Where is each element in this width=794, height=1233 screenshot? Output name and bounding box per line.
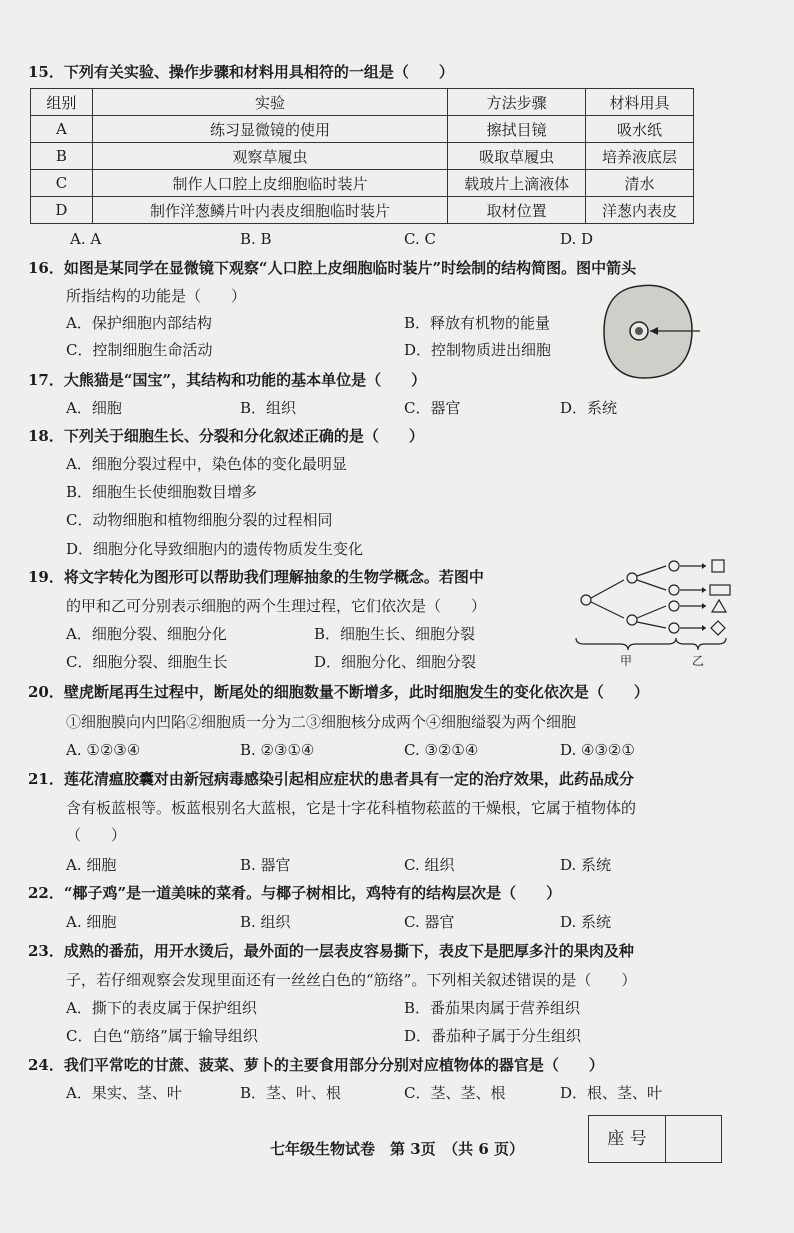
origin-cell-shape — [581, 595, 591, 605]
q16-option-b: B．释放有机物的能量 — [404, 314, 551, 332]
q21-option-b: B. 器官 — [240, 856, 291, 874]
q15-table — [30, 88, 694, 224]
table-cell: C — [31, 170, 93, 197]
q22-option-d: D. 系统 — [560, 913, 612, 931]
q17-option-b: B．组织 — [240, 399, 297, 417]
cell-shape — [627, 573, 637, 583]
q17-option-c: C．器官 — [404, 399, 461, 417]
seat-number-box — [588, 1115, 722, 1163]
table-cell: 取材位置 — [448, 197, 586, 224]
q21-option-a: A. 细胞 — [66, 856, 117, 874]
cell-shape — [627, 615, 637, 625]
cell-process-diagram — [572, 556, 744, 668]
seat-number-label: 座 号 — [589, 1116, 666, 1162]
q18-option-a: A．细胞分裂过程中，染色体的变化最明显 — [66, 455, 347, 473]
q23-stem-line1: 23．成熟的番茄，用开水烫后，最外面的一层表皮容易撕下，表皮下是肥厚多汁的果肉及种 — [28, 942, 634, 960]
q16-option-c: C．控制细胞生命活动 — [66, 341, 213, 359]
q19-option-d: D．细胞分化、细胞分裂 — [314, 653, 477, 671]
table-header: 方法步骤 — [448, 89, 586, 116]
q21-option-d: D. 系统 — [560, 856, 612, 874]
table-cell: D — [31, 197, 93, 224]
q21-stem-line1: 21．莲花清瘟胶囊对由新冠病毒感染引起相应症状的患者具有一定的治疗效果，此药品成分 — [28, 770, 634, 788]
table-cell: 载玻片上滴液体 — [448, 170, 586, 197]
q22-stem: 22．“椰子鸡”是一道美味的菜肴。与椰子树相比，鸡特有的结构层次是（ ） — [28, 884, 562, 902]
figure-label-jia: 甲 — [620, 654, 633, 668]
triangle-cell-icon — [712, 600, 726, 612]
q24-option-a: A．果实、茎、叶 — [66, 1084, 182, 1102]
cell-shape — [669, 585, 679, 595]
q18-option-c: C．动物细胞和植物细胞分裂的过程相同 — [66, 511, 333, 529]
cell-diagram — [600, 282, 704, 382]
nucleolus-shape — [635, 327, 643, 335]
table-cell: 洋葱内表皮 — [586, 197, 694, 224]
q21-stem-line3: （ ） — [66, 826, 127, 844]
brace-jia — [576, 638, 676, 650]
q20-option-b: B. ②③①④ — [240, 741, 315, 759]
table-row — [31, 197, 694, 224]
q18-option-b: B．细胞生长使细胞数目增多 — [66, 483, 258, 501]
q22-option-c: C. 器官 — [404, 913, 455, 931]
q20-steps: ①细胞膜向内凹陷②细胞质一分为二③细胞核分成两个④细胞缢裂为两个细胞 — [66, 713, 577, 731]
cell-shape — [669, 601, 679, 611]
q17-option-a: A．细胞 — [66, 399, 122, 417]
table-cell: A — [31, 116, 93, 143]
table-header: 实验 — [92, 89, 447, 116]
q16-option-d: D．控制物质进出细胞 — [404, 341, 552, 359]
q22-option-b: B. 组织 — [240, 913, 291, 931]
table-cell: 观察草履虫 — [92, 143, 447, 170]
q24-option-c: C．茎、茎、根 — [404, 1084, 506, 1102]
table-row — [31, 143, 694, 170]
q20-option-a: A. ①②③④ — [66, 741, 141, 759]
q18-option-d: D．细胞分化导致细胞内的遗传物质发生变化 — [66, 540, 364, 558]
table-header: 组别 — [31, 89, 93, 116]
rect-cell-icon — [710, 585, 730, 595]
q20-option-c: C. ③②①④ — [404, 741, 479, 759]
table-cell: 制作洋葱鳞片叶内表皮细胞临时装片 — [92, 197, 447, 224]
q24-option-d: D．根、茎、叶 — [560, 1084, 663, 1102]
q15-option-c: C. C — [404, 230, 436, 248]
q24-option-b: B．茎、叶、根 — [240, 1084, 342, 1102]
q20-stem: 20．壁虎断尾再生过程中，断尾处的细胞数量不断增多，此时细胞发生的变化依次是（ ） — [28, 683, 649, 701]
q15-option-d: D. D — [560, 230, 594, 248]
table-cell: 练习显微镜的使用 — [92, 116, 447, 143]
q22-option-a: A. 细胞 — [66, 913, 117, 931]
q19-stem-line2: 的甲和乙可分别表示细胞的两个生理过程，它们依次是（ ） — [66, 597, 487, 615]
table-cell: 吸水纸 — [586, 116, 694, 143]
table-cell: 清水 — [586, 170, 694, 197]
figure-label-yi: 乙 — [692, 654, 705, 668]
q24-stem: 24．我们平常吃的甘蔗、菠菜、萝卜的主要食用部分分别对应植物体的器官是（ ） — [28, 1056, 604, 1074]
q16-stem-line2: 所指结构的功能是（ ） — [66, 287, 247, 305]
arrow-heads-icon — [702, 563, 706, 631]
diamond-cell-icon — [711, 621, 725, 635]
q23-option-c: C．白色“筋络”属于输导组织 — [66, 1027, 258, 1045]
q15-option-b: B. B — [240, 230, 272, 248]
q19-option-b: B．细胞生长、细胞分裂 — [314, 625, 476, 643]
q23-option-d: D．番茄种子属于分生组织 — [404, 1027, 582, 1045]
q21-stem-line2: 含有板蓝根等。板蓝根别名大蓝根，它是十字花科植物菘蓝的干燥根，它属于植物体的 — [66, 799, 637, 817]
table-header-row — [31, 89, 694, 116]
page-footer: 七年级生物试卷 第 3页 （共 6 页） — [270, 1140, 525, 1158]
brace-yi — [676, 638, 726, 650]
table-cell: 制作人口腔上皮细胞临时装片 — [92, 170, 447, 197]
q16-option-a: A．保护细胞内部结构 — [66, 314, 212, 332]
q17-stem: 17．大熊猫是“国宝”，其结构和功能的基本单位是（ ） — [28, 371, 427, 389]
q19-option-c: C．细胞分裂、细胞生长 — [66, 653, 228, 671]
q20-option-d: D. ④③②① — [560, 741, 635, 759]
q21-option-c: C. 组织 — [404, 856, 455, 874]
q17-option-d: D．系统 — [560, 399, 618, 417]
square-cell-icon — [712, 560, 724, 572]
q19-stem-line1: 19．将文字转化为图形可以帮助我们理解抽象的生物学概念。若图中 — [28, 568, 484, 586]
q18-stem: 18．下列关于细胞生长、分裂和分化叙述正确的是（ ） — [28, 427, 424, 445]
q15-stem: 15．下列有关实验、操作步骤和材料用具相符的一组是（ ） — [28, 63, 454, 81]
table-row — [31, 116, 694, 143]
cell-shape — [669, 623, 679, 633]
table-row — [31, 170, 694, 197]
cell-shape — [669, 561, 679, 571]
q19-option-a: A．细胞分裂、细胞分化 — [66, 625, 227, 643]
q23-option-b: B．番茄果肉属于营养组织 — [404, 999, 581, 1017]
table-cell: 吸取草履虫 — [448, 143, 586, 170]
table-cell: B — [31, 143, 93, 170]
q23-option-a: A．撕下的表皮属于保护组织 — [66, 999, 257, 1017]
q15-option-a: A. A — [70, 230, 102, 248]
table-cell: 培养液底层 — [586, 143, 694, 170]
table-header: 材料用具 — [586, 89, 694, 116]
q16-stem-line1: 16．如图是某同学在显微镜下观察“人口腔上皮细胞临时装片”时绘制的结构简图。图中箭头 — [28, 259, 637, 277]
q23-stem-line2: 子，若仔细观察会发现里面还有一丝丝白色的“筋络”。下列相关叙述错误的是（ ） — [66, 971, 637, 989]
table-cell: 擦拭目镜 — [448, 116, 586, 143]
